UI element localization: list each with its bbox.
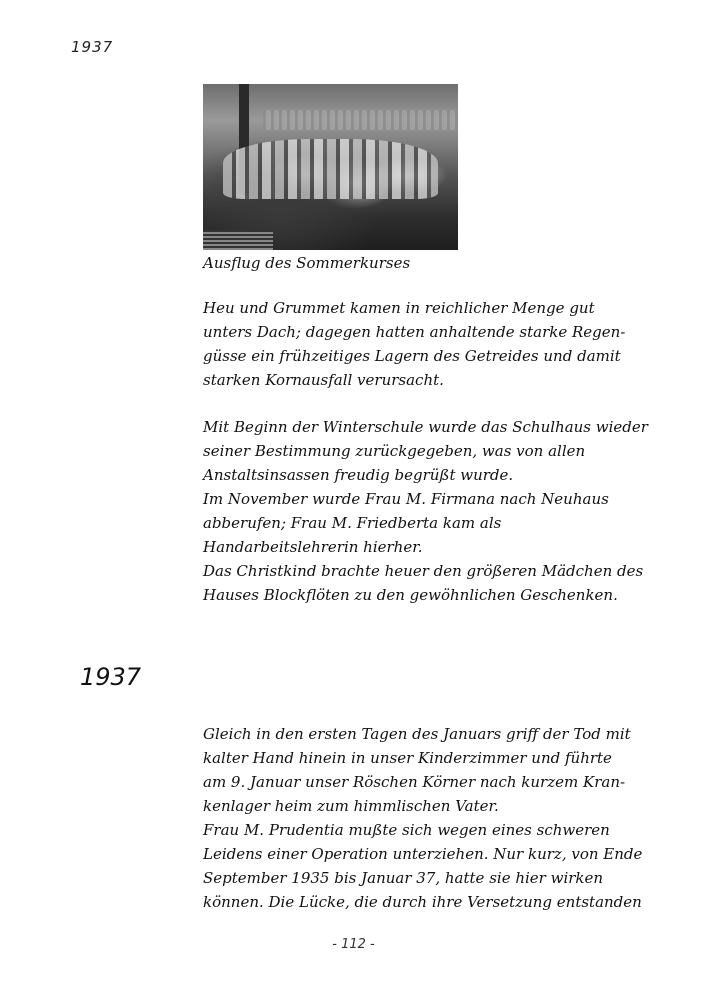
- text-line: Im November wurde Frau M. Firmana nach Neuhaus: [203, 490, 609, 508]
- text-line: kalter Hand hinein in unser Kinderzimmer und führte: [203, 749, 612, 767]
- text-line: Heu und Grummet kamen in reichlicher Menge gut: [203, 299, 595, 317]
- text-line: Das Christkind brachte heuer den größeren Mädchen des: [203, 562, 644, 580]
- text-line: seiner Bestimmung zurückgegeben, was von allen: [203, 442, 586, 460]
- text-line: Frau M. Prudentia mußte sich wegen eines schweren: [203, 821, 610, 839]
- text-line: Anstaltsinsassen freudig begrüßt wurde.: [203, 466, 514, 484]
- paragraph-1937: [203, 722, 642, 914]
- text-line: Handarbeitslehrerin hierher.: [203, 538, 423, 556]
- text-line: können. Die Lücke, die durch ihre Versetzung entstanden: [203, 893, 642, 911]
- text-line: kenlager heim zum himmlischen Vater.: [203, 797, 499, 815]
- page-number: - 112 -: [332, 937, 375, 952]
- text-line: starken Kornausfall verursacht.: [203, 371, 444, 389]
- section-year-heading: 1937: [80, 663, 142, 691]
- photo-striped-dress: [203, 230, 273, 250]
- photo-people: [223, 139, 438, 199]
- text-line: Leidens einer Operation unterziehen. Nur kurz, von Ende: [203, 845, 643, 863]
- text-line: abberufen; Frau M. Friedberta kam als: [203, 514, 502, 532]
- text-line: Gleich in den ersten Tagen des Januars griff der Tod mit: [203, 725, 631, 743]
- text-line: Hauses Blockflöten zu den gewöhnlichen Geschenken.: [203, 586, 618, 604]
- paragraph-harvest: [203, 296, 625, 392]
- photo-caption: Ausflug des Sommerkurses: [203, 254, 411, 272]
- text-line: Mit Beginn der Winterschule wurde das Schulhaus wieder: [203, 418, 648, 436]
- text-line: am 9. Januar unser Röschen Körner nach kurzem Kran-: [203, 773, 626, 791]
- paragraph-winterschool: [203, 415, 648, 607]
- running-head-year: 1937: [71, 38, 114, 56]
- photo-fence: [263, 110, 458, 130]
- group-photo: [203, 84, 458, 250]
- text-line: güsse ein frühzeitiges Lagern des Getreides und damit: [203, 347, 621, 365]
- text-line: unters Dach; dagegen hatten anhaltende starke Regen-: [203, 323, 626, 341]
- text-line: September 1935 bis Januar 37, hatte sie hier wirken: [203, 869, 604, 887]
